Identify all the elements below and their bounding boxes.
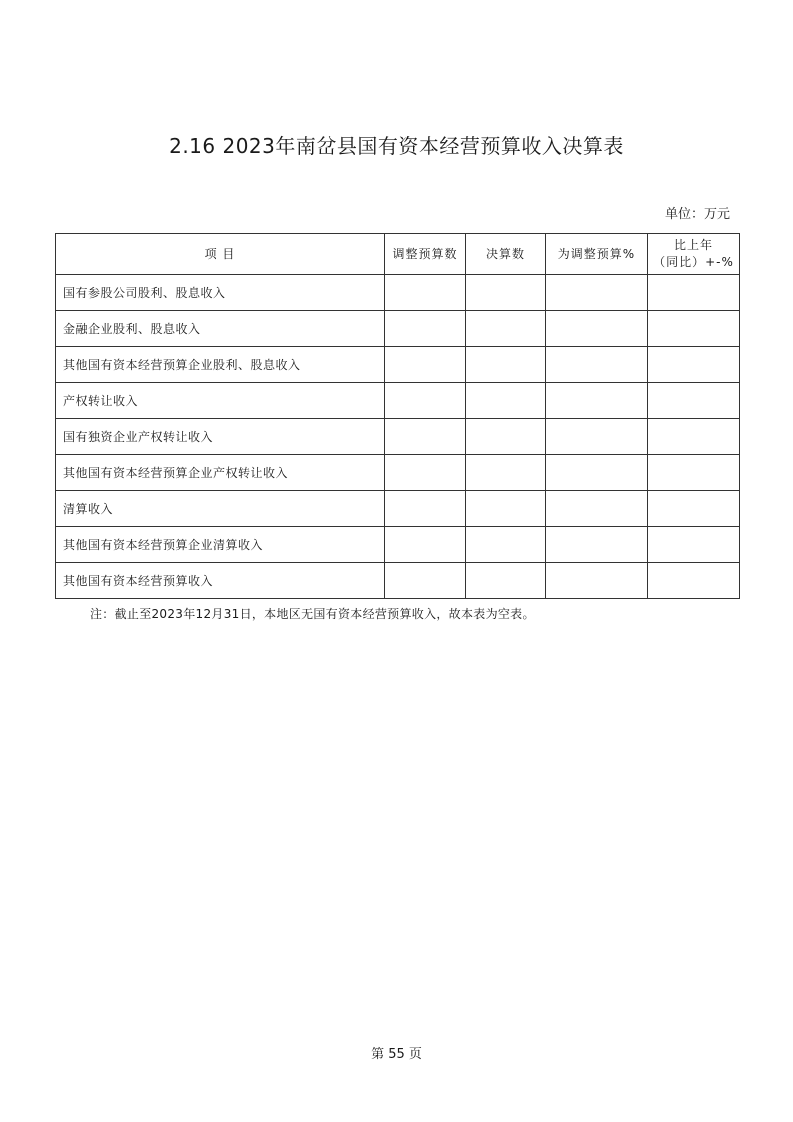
row-item-label: 其他国有资本经营预算企业股利、股息收入: [56, 347, 385, 383]
cell-pct-of-adjusted: [546, 527, 648, 563]
table-row: [56, 527, 740, 563]
table-row: [56, 275, 740, 311]
header-item: 项 目: [56, 234, 385, 275]
cell-final-accounts: [466, 527, 546, 563]
table-row: [56, 491, 740, 527]
table-row: [56, 311, 740, 347]
cell-adjusted-budget: [385, 275, 466, 311]
header-yoy-line1: 比上年: [673, 238, 713, 252]
page-title: 2.16 2023年南岔县国有资本经营预算收入决算表: [169, 134, 624, 158]
cell-pct-of-adjusted: [546, 275, 648, 311]
cell-yoy: [648, 275, 740, 311]
cell-pct-of-adjusted: [546, 347, 648, 383]
cell-yoy: [648, 491, 740, 527]
cell-adjusted-budget: [385, 383, 466, 419]
row-item-label: 金融企业股利、股息收入: [56, 311, 385, 347]
cell-yoy: [648, 527, 740, 563]
cell-adjusted-budget: [385, 311, 466, 347]
cell-pct-of-adjusted: [546, 383, 648, 419]
row-item-label: 其他国有资本经营预算收入: [56, 563, 385, 599]
cell-pct-of-adjusted: [546, 311, 648, 347]
unit-label: 单位：万元: [664, 207, 730, 222]
cell-final-accounts: [466, 383, 546, 419]
cell-final-accounts: [466, 347, 546, 383]
cell-adjusted-budget: [385, 347, 466, 383]
header-final-accounts: 决算数: [466, 234, 546, 275]
row-item-label: 其他国有资本经营预算企业清算收入: [56, 527, 385, 563]
header-yoy-line2: （同比）+-%: [653, 255, 734, 269]
cell-final-accounts: [466, 455, 546, 491]
cell-yoy: [648, 347, 740, 383]
table-row: [56, 383, 740, 419]
cell-adjusted-budget: [385, 419, 466, 455]
cell-adjusted-budget: [385, 455, 466, 491]
table-row: [56, 563, 740, 599]
cell-adjusted-budget: [385, 527, 466, 563]
table-note: 注：截止至2023年12月31日，本地区无国有资本经营预算收入，故本表为空表。: [90, 607, 535, 621]
header-adjusted-budget: 调整预算数: [385, 234, 466, 275]
table-row: [56, 347, 740, 383]
cell-final-accounts: [466, 491, 546, 527]
cell-adjusted-budget: [385, 491, 466, 527]
header-yoy: [648, 234, 740, 275]
cell-yoy: [648, 419, 740, 455]
page-number: 第 55 页: [371, 1047, 422, 1062]
row-item-label: 清算收入: [56, 491, 385, 527]
cell-yoy: [648, 311, 740, 347]
row-item-label: 产权转让收入: [56, 383, 385, 419]
cell-final-accounts: [466, 311, 546, 347]
row-item-label: 国有参股公司股利、股息收入: [56, 275, 385, 311]
budget-table: [55, 233, 740, 599]
cell-adjusted-budget: [385, 563, 466, 599]
cell-final-accounts: [466, 563, 546, 599]
table-row: [56, 419, 740, 455]
cell-yoy: [648, 383, 740, 419]
row-item-label: 其他国有资本经营预算企业产权转让收入: [56, 455, 385, 491]
cell-yoy: [648, 563, 740, 599]
cell-pct-of-adjusted: [546, 563, 648, 599]
cell-pct-of-adjusted: [546, 455, 648, 491]
cell-yoy: [648, 455, 740, 491]
row-item-label: 国有独资企业产权转让收入: [56, 419, 385, 455]
table-header-row: [56, 234, 740, 275]
header-pct-of-adjusted: 为调整预算%: [546, 234, 648, 275]
cell-final-accounts: [466, 275, 546, 311]
cell-pct-of-adjusted: [546, 419, 648, 455]
table-row: [56, 455, 740, 491]
cell-final-accounts: [466, 419, 546, 455]
cell-pct-of-adjusted: [546, 491, 648, 527]
